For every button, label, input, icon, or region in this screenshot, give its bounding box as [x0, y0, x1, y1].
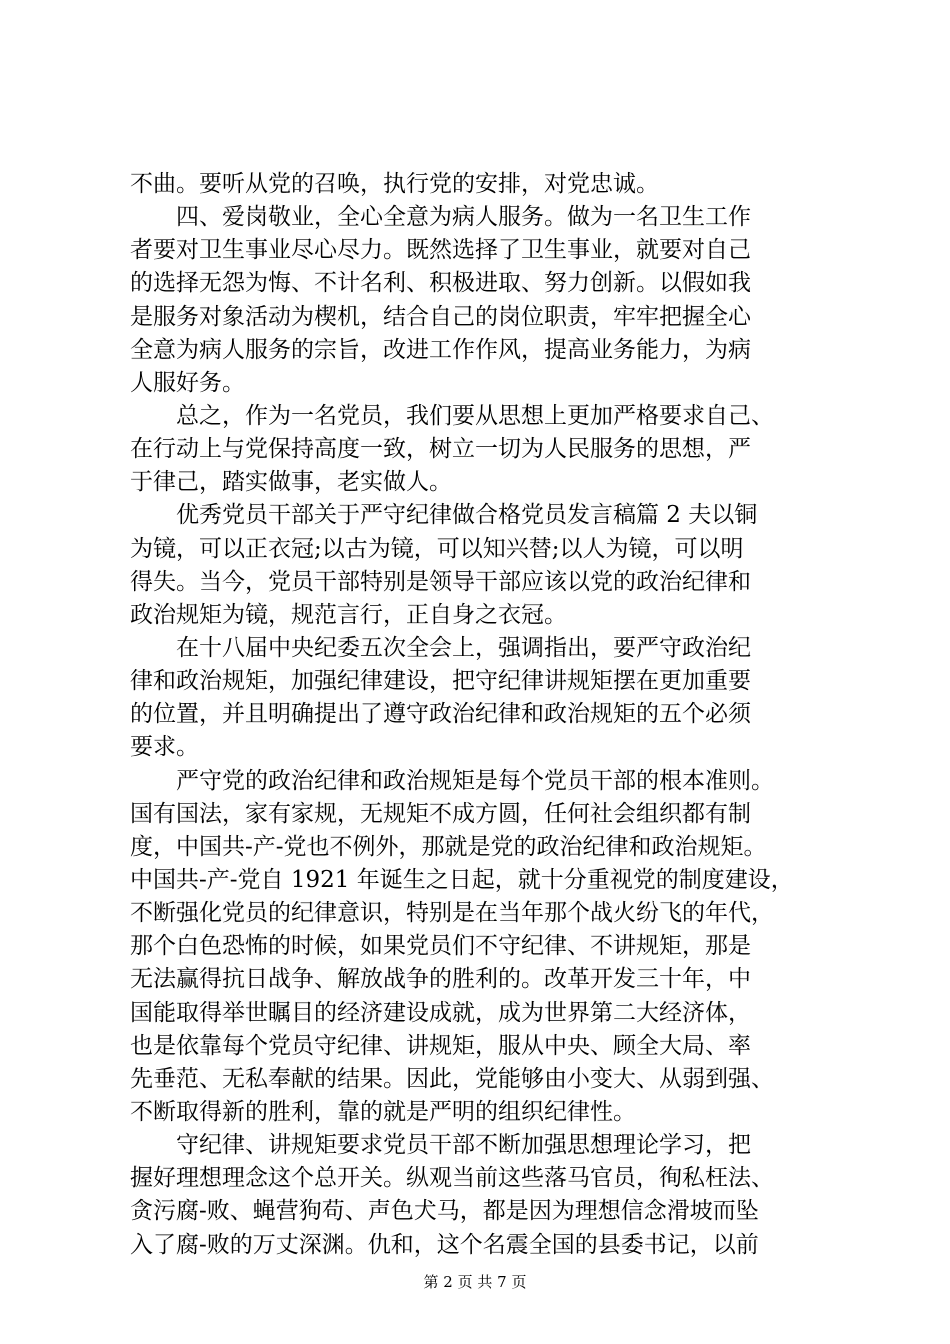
text-line: 总之，作为一名党员，我们要从思想上更加严格要求自己、	[130, 402, 774, 429]
text-line: 也是依靠每个党员守纪律、讲规矩，服从中央、顾全大局、率	[130, 1032, 751, 1059]
text-line: 在行动上与党保持高度一致，树立一切为人民服务的思想，严	[130, 436, 751, 463]
text-line: 国有国法，家有家规，无规矩不成方圆，任何社会组织都有制	[130, 800, 751, 827]
page-number-footer: 第 2 页 共 7 页	[423, 1273, 527, 1291]
text-line: 的选择无怨为悔、不计名利、积极进取、努力创新。以假如我	[130, 270, 751, 297]
text-line: 的位置，并且明确提出了遵守政治纪律和政治规矩的五个必须	[130, 701, 751, 728]
text-line: 严守党的政治纪律和政治规矩是每个党员干部的根本准则。	[130, 767, 774, 794]
text-line: 律和政治规矩，加强纪律建设，把守纪律讲规矩摆在更加重要	[130, 668, 751, 695]
text-line: 不曲。要听从党的召唤，执行党的安排，对党忠诚。	[130, 171, 659, 197]
text-line: 握好理想理念这个总开关。纵观当前这些落马官员，徇私枉法、	[130, 1165, 774, 1192]
text-line: 中国共-产-党自 1921 年诞生之日起，就十分重视党的制度建设，	[130, 866, 794, 893]
text-line: 政治规矩为镜，规范言行，正自身之衣冠。	[130, 601, 567, 628]
text-line: 为镜，可以正衣冠;以古为镜，可以知兴替;以人为镜，可以明	[130, 535, 744, 562]
text-line: 在十八届中央纪委五次全会上，强调指出，要严守政治纪	[130, 634, 751, 661]
text-line: 国能取得举世瞩目的经济建设成就，成为世界第二大经济体，	[130, 999, 751, 1026]
text-line: 于律己，踏实做事，老实做人。	[130, 469, 452, 496]
text-line: 不断取得新的胜利，靠的就是严明的组织纪律性。	[130, 1098, 636, 1125]
document-body	[130, 168, 830, 1262]
text-line: 度，中国共-产-党也不例外，那就是党的政治纪律和政治规矩。	[130, 833, 767, 860]
text-line: 优秀党员干部关于严守纪律做合格党员发言稿篇 2 夫以铜	[130, 502, 758, 529]
text-line: 全意为病人服务的宗旨，改进工作作风，提高业务能力，为病	[130, 336, 751, 363]
text-line: 是服务对象活动为楔机，结合自己的岗位职责，牢牢把握全心	[130, 303, 751, 330]
text-line: 要求。	[130, 734, 199, 761]
text-line: 贪污腐-败、蝇营狗苟、声色犬马，都是因为理想信念滑坡而坠	[130, 1198, 759, 1225]
text-line: 四、爱岗敬业，全心全意为病人服务。做为一名卫生工作	[130, 204, 751, 231]
text-line: 守纪律、讲规矩要求党员干部不断加强思想理论学习，把	[130, 1132, 751, 1159]
text-line: 者要对卫生事业尽心尽力。既然选择了卫生事业，就要对自己	[130, 237, 751, 264]
text-line: 先垂范、无私奉献的结果。因此，党能够由小变大、从弱到强、	[130, 1065, 774, 1092]
text-line: 入了腐-败的万丈深渊。仇和，这个名震全国的县委书记，以前	[130, 1231, 759, 1258]
text-line: 那个白色恐怖的时候，如果党员们不守纪律、不讲规矩，那是	[130, 933, 751, 960]
text-line: 不断强化党员的纪律意识，特别是在当年那个战火纷飞的年代，	[130, 900, 774, 927]
text-line: 无法赢得抗日战争、解放战争的胜利的。改革开发三十年，中	[130, 966, 751, 993]
text-line: 得失。当今，党员干部特别是领导干部应该以党的政治纪律和	[130, 568, 751, 595]
text-line: 人服好务。	[130, 369, 245, 396]
